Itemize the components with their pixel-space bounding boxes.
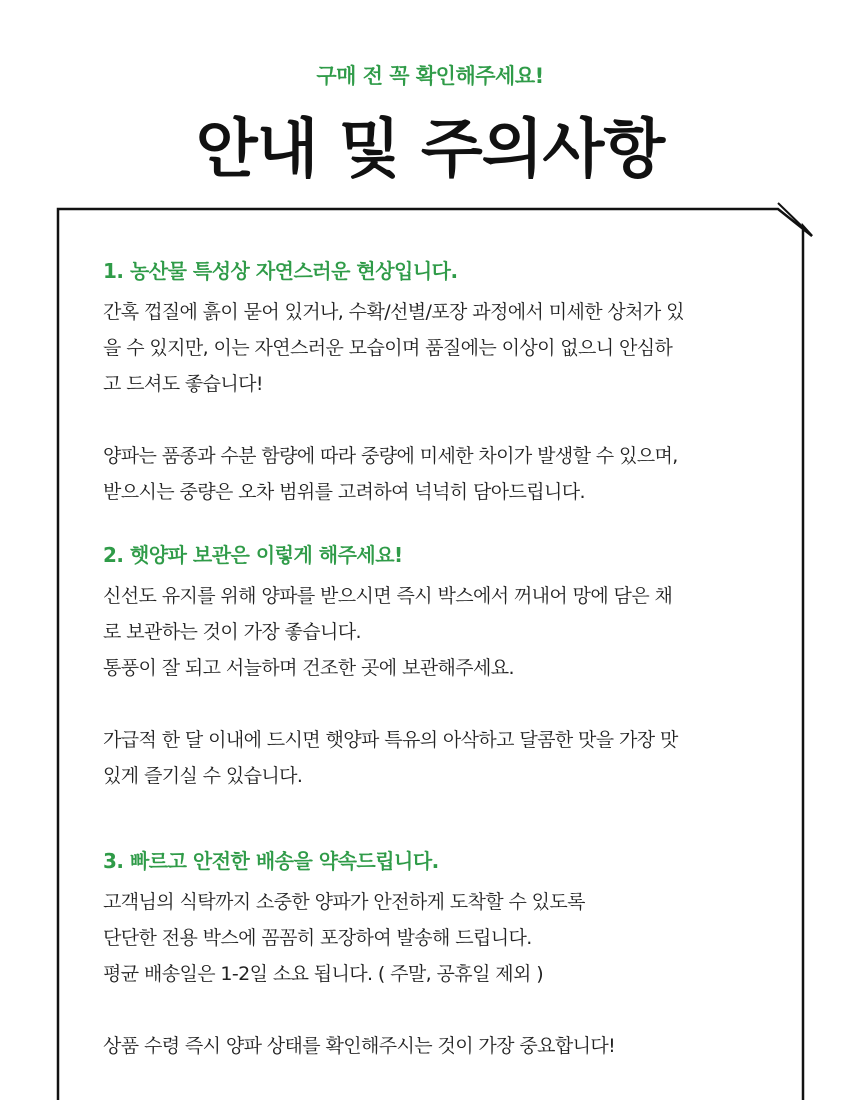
text-line: 단단한 전용 박스에 꼼꼼히 포장하여 발송해 드립니다. — [103, 927, 532, 949]
text-line: 신선도 유지를 위해 양파를 받으시면 즉시 박스에서 꺼내어 망에 담은 채 — [103, 585, 673, 607]
paragraph — [103, 438, 773, 510]
text-line: 있게 즐기실 수 있습니다. — [103, 765, 303, 787]
text-line: 받으시는 중량은 오차 범위를 고려하여 넉넉히 담아드립니다. — [103, 481, 585, 503]
paragraph — [103, 722, 773, 794]
text-line: 양파는 품종과 수분 함량에 따라 중량에 미세한 차이가 발생할 수 있으며, — [103, 445, 678, 467]
frame-corner-tick — [778, 203, 812, 236]
section-heading: 1. 농산물 특성상 자연스러운 현상입니다. — [103, 259, 458, 283]
text-line: 통풍이 잘 되고 서늘하며 건조한 곳에 보관해주세요. — [103, 657, 514, 679]
text-line: 상품 수령 즉시 양파 상태를 확인해주시는 것이 가장 중요합니다! — [103, 1035, 616, 1057]
text-line: 평균 배송일은 1-2일 소요 됩니다. ( 주말, 공휴일 제외 ) — [103, 963, 544, 985]
section-1 — [103, 256, 773, 510]
text-line: 고객님의 식탁까지 소중한 양파가 안전하게 도착할 수 있도록 — [103, 891, 585, 913]
section-heading: 3. 빠르고 안전한 배송을 약속드립니다. — [103, 849, 439, 873]
paragraph — [103, 294, 773, 402]
text-line: 을 수 있지만, 이는 자연스러운 모습이며 품질에는 이상이 없으니 안심하 — [103, 337, 673, 359]
paragraph — [103, 578, 773, 686]
text-line: 간혹 껍질에 흙이 묻어 있거나, 수확/선별/포장 과정에서 미세한 상처가 있 — [103, 301, 684, 323]
paragraph — [103, 1028, 773, 1064]
text-line: 로 보관하는 것이 가장 좋습니다. — [103, 621, 362, 643]
section-2 — [103, 540, 773, 794]
section-3 — [103, 846, 773, 1064]
text-line: 가급적 한 달 이내에 드시면 햇양파 특유의 아삭하고 달콤한 맛을 가장 맛 — [103, 729, 678, 751]
section-heading: 2. 햇양파 보관은 이렇게 해주세요! — [103, 543, 403, 567]
page-title: 안내 및 주의사항 — [195, 113, 665, 187]
paragraph — [103, 884, 773, 992]
text-line: 고 드셔도 좋습니다! — [103, 373, 263, 395]
subtitle: 구매 전 꼭 확인해주세요! — [316, 64, 544, 88]
content-area — [103, 256, 773, 1064]
